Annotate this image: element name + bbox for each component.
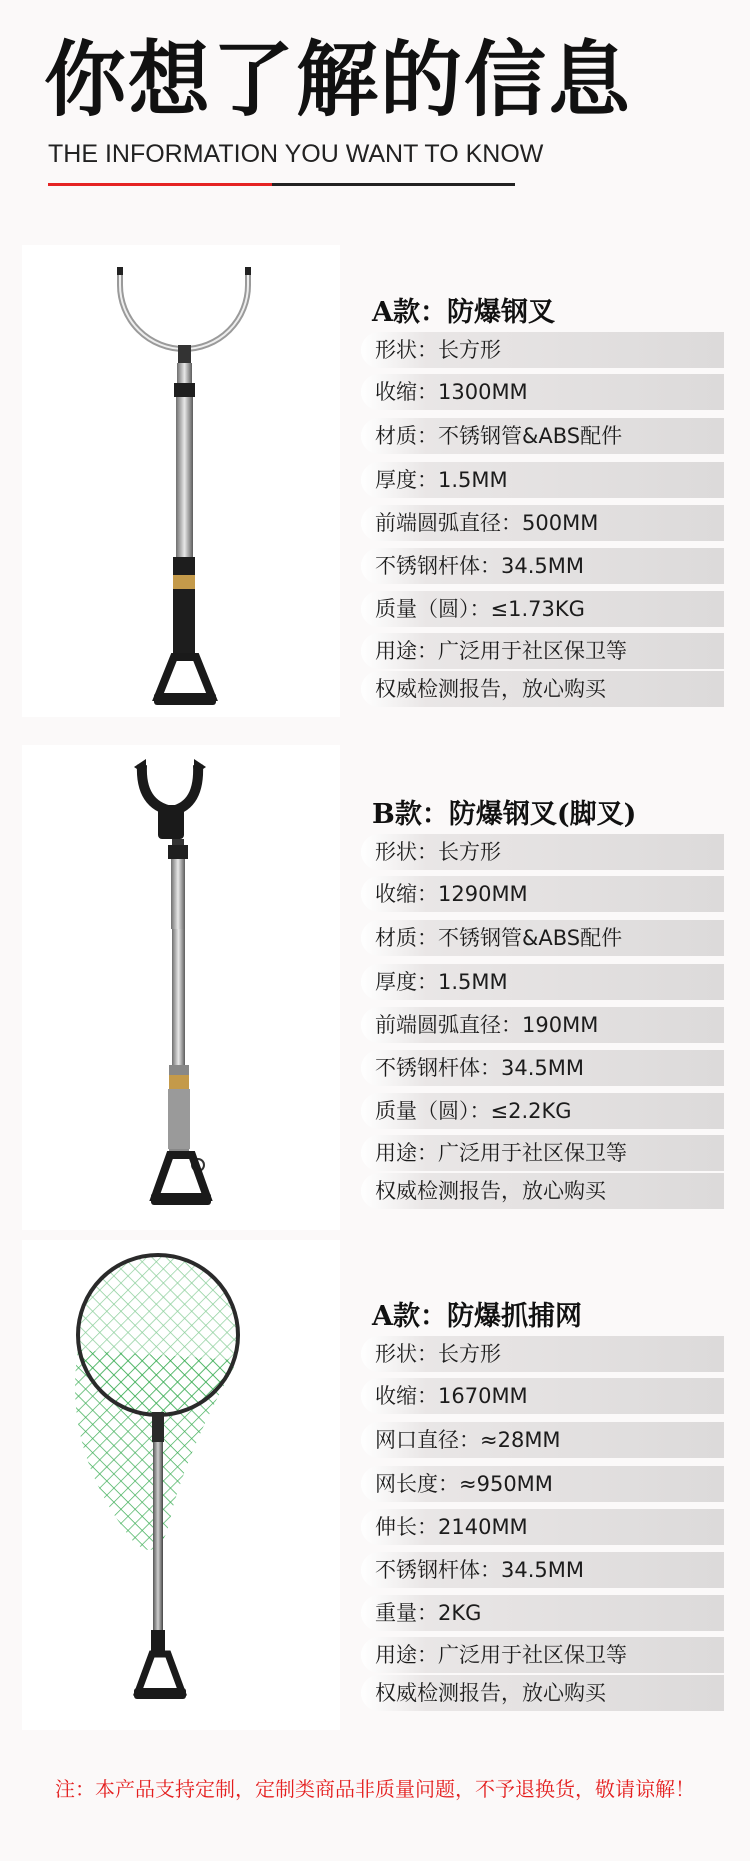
product-c-title: A款：防爆抓捕网 <box>372 1301 582 1332</box>
spec-row: 收缩：1300MM <box>361 374 724 410</box>
spec-row: 不锈钢杆体：34.5MM <box>361 1552 724 1588</box>
spec-row: 前端圆弧直径：190MM <box>361 1007 724 1043</box>
steel-fork-product-image <box>22 245 340 717</box>
product-b-title: B款：防爆钢叉(脚叉) <box>372 799 637 830</box>
product-a-title: A款：防爆钢叉 <box>372 297 555 328</box>
spec-row: 质量（圆）：≤2.2KG <box>361 1093 724 1129</box>
page-subtitle: THE INFORMATION YOU WANT TO KNOW <box>48 140 544 168</box>
spec-row: 权威检测报告，放心购买 <box>361 1675 724 1711</box>
spec-row: 不锈钢杆体：34.5MM <box>361 548 724 584</box>
page-title: 你想了解的信息 <box>44 33 633 128</box>
spec-row: 形状：长方形 <box>361 332 724 368</box>
spec-row: 材质：不锈钢管&ABS配件 <box>361 920 724 956</box>
capture-net-product-image <box>22 1240 340 1730</box>
steel-fork-icon <box>22 245 340 717</box>
spec-row: 厚度：1.5MM <box>361 462 724 498</box>
spec-row: 形状：长方形 <box>361 834 724 870</box>
spec-row: 材质：不锈钢管&ABS配件 <box>361 418 724 454</box>
spec-row: 重量：2KG <box>361 1595 724 1631</box>
header-divider <box>48 183 515 186</box>
spec-row: 权威检测报告，放心购买 <box>361 671 724 707</box>
spec-row: 质量（圆）：≤1.73KG <box>361 591 724 627</box>
leg-fork-product-image <box>22 745 340 1230</box>
spec-row: 用途：广泛用于社区保卫等 <box>361 1637 724 1673</box>
spec-row: 收缩：1670MM <box>361 1378 724 1414</box>
spec-row: 前端圆弧直径：500MM <box>361 505 724 541</box>
capture-net-icon <box>22 1240 340 1730</box>
leg-fork-icon <box>22 745 340 1230</box>
spec-row: 网口直径：≈28MM <box>361 1422 724 1458</box>
spec-row: 权威检测报告，放心购买 <box>361 1173 724 1209</box>
spec-row: 用途：广泛用于社区保卫等 <box>361 1135 724 1171</box>
spec-row: 网长度：≈950MM <box>361 1466 724 1502</box>
spec-row: 不锈钢杆体：34.5MM <box>361 1050 724 1086</box>
spec-row: 伸长：2140MM <box>361 1509 724 1545</box>
spec-row: 形状：长方形 <box>361 1336 724 1372</box>
footer-note: 注：本产品支持定制，定制类商品非质量问题，不予退换货，敬请谅解！ <box>55 1777 695 1801</box>
spec-row: 收缩：1290MM <box>361 876 724 912</box>
spec-row: 用途：广泛用于社区保卫等 <box>361 633 724 669</box>
spec-row: 厚度：1.5MM <box>361 964 724 1000</box>
